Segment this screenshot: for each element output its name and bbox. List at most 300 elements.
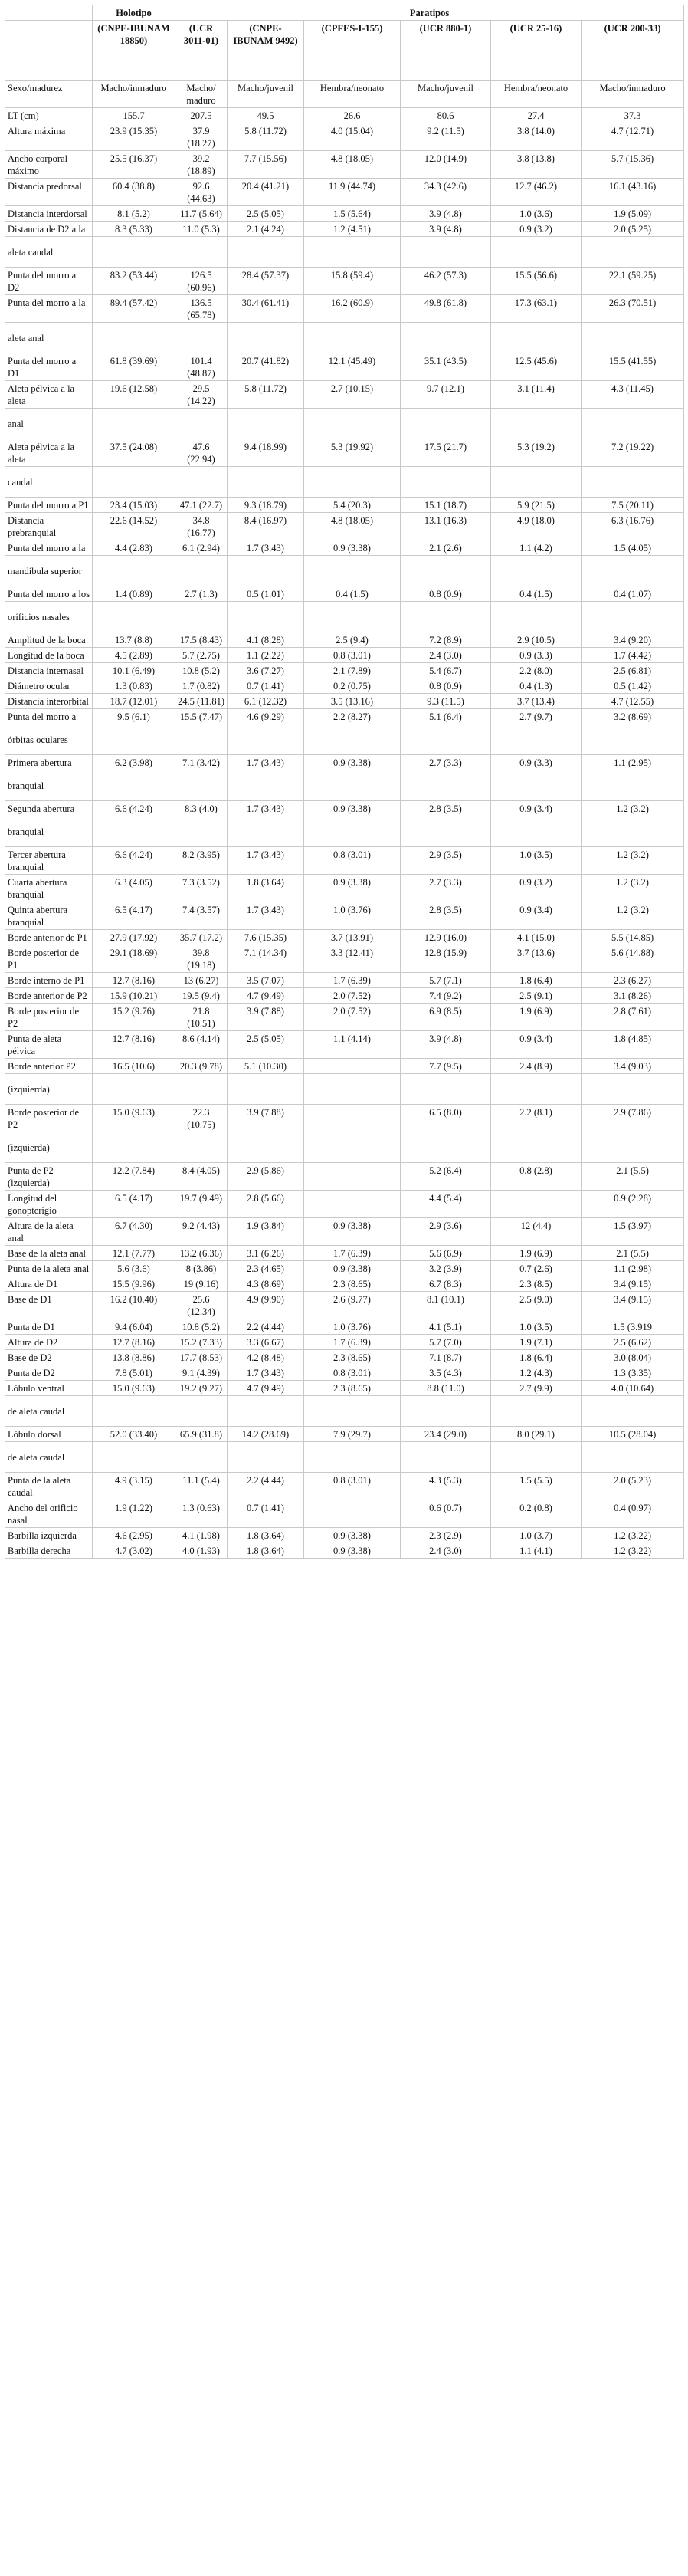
value-cell: 3.2 (8.69) xyxy=(582,709,684,724)
row-label: LT (cm) xyxy=(5,108,93,123)
row-label: Aleta pélvica a la aleta xyxy=(5,439,93,467)
value-cell: 0.4 (1.3) xyxy=(491,678,582,694)
value-cell: 5.7 (15.36) xyxy=(582,151,684,179)
value-cell: 9.7 (12.1) xyxy=(401,381,491,409)
value-cell: 2.9 (10.5) xyxy=(491,632,582,648)
value-cell: 1.7 (3.43) xyxy=(228,1365,304,1381)
value-cell: 5.2 (6.4) xyxy=(401,1163,491,1191)
value-cell: 10.8 (5.2) xyxy=(175,1319,228,1335)
row-label: Ancho del orificio nasal xyxy=(5,1500,93,1528)
value-cell: 46.2 (57.3) xyxy=(401,268,491,295)
table-row-continuation xyxy=(5,1396,684,1427)
value-cell: 7.2 (19.22) xyxy=(582,439,684,467)
table-row xyxy=(5,123,684,151)
row-label: Punta del morro a xyxy=(5,709,93,724)
value-cell: 0.7 (2.6) xyxy=(491,1261,582,1276)
specimen-header: (CPFES-I-155) xyxy=(304,21,401,80)
value-cell: 11.0 (5.3) xyxy=(175,222,228,237)
value-cell: 4.1 (15.0) xyxy=(491,930,582,945)
value-cell: 4.7 (12.55) xyxy=(582,694,684,709)
value-cell: 3.9 (7.88) xyxy=(228,1105,304,1132)
value-cell: 49.5 xyxy=(228,108,304,123)
value-cell: 1.8 (3.64) xyxy=(228,1528,304,1543)
table-row xyxy=(5,1163,684,1191)
empty-cell xyxy=(228,1074,304,1105)
value-cell: 9.4 (6.04) xyxy=(93,1319,175,1335)
table-row-continuation xyxy=(5,724,684,755)
value-cell: 1.2 (3.22) xyxy=(582,1543,684,1559)
row-label-continuation: anal xyxy=(5,409,93,439)
table-row xyxy=(5,709,684,724)
value-cell: 8.4 (16.97) xyxy=(228,513,304,540)
row-label: Altura de D2 xyxy=(5,1335,93,1350)
value-cell xyxy=(304,1163,401,1191)
value-cell: 3.3 (12.41) xyxy=(304,945,401,973)
value-cell: 15.0 (9.63) xyxy=(93,1381,175,1396)
row-label-continuation: mandíbula superior xyxy=(5,556,93,586)
value-cell: 7.1 (14.34) xyxy=(228,945,304,973)
row-label: Barbilla izquierda xyxy=(5,1528,93,1543)
empty-cell xyxy=(175,816,228,847)
value-cell: 1.9 (3.84) xyxy=(228,1218,304,1246)
table-row xyxy=(5,930,684,945)
empty-cell xyxy=(93,724,175,755)
table-row-continuation xyxy=(5,467,684,498)
value-cell: 13.2 (6.36) xyxy=(175,1246,228,1261)
value-cell: 1.2 (3.2) xyxy=(582,801,684,816)
value-cell: 9.5 (6.1) xyxy=(93,709,175,724)
value-cell: 1.8 (3.64) xyxy=(228,875,304,902)
empty-cell xyxy=(401,1396,491,1427)
value-cell: 92.6 (44.63) xyxy=(175,179,228,206)
value-cell: 0.9 (3.38) xyxy=(304,875,401,902)
value-cell: 3.4 (9.15) xyxy=(582,1276,684,1292)
value-cell: 0.9 (3.3) xyxy=(491,755,582,770)
value-cell: 2.5 (5.05) xyxy=(228,206,304,222)
value-cell: 1.0 (3.76) xyxy=(304,1319,401,1335)
value-cell: 5.4 (6.7) xyxy=(401,663,491,678)
empty-cell xyxy=(582,1132,684,1163)
value-cell: 3.2 (3.9) xyxy=(401,1261,491,1276)
value-cell: 12.9 (16.0) xyxy=(401,930,491,945)
value-cell: 2.8 (7.61) xyxy=(582,1004,684,1031)
row-label: Distancia de D2 a la xyxy=(5,222,93,237)
value-cell: 10.1 (6.49) xyxy=(93,663,175,678)
value-cell: 3.4 (9.20) xyxy=(582,632,684,648)
value-cell: 5.6 (6.9) xyxy=(401,1246,491,1261)
value-cell: 3.1 (6.26) xyxy=(228,1246,304,1261)
empty-cell xyxy=(491,770,582,801)
empty-cell xyxy=(175,467,228,498)
value-cell: 1.7 (3.43) xyxy=(228,755,304,770)
value-cell: 2.7 (10.15) xyxy=(304,381,401,409)
value-cell: 1.1 (2.95) xyxy=(582,755,684,770)
empty-cell xyxy=(175,770,228,801)
empty-cell xyxy=(304,1132,401,1163)
row-label: Punta de P2 (izquierda) xyxy=(5,1163,93,1191)
value-cell: 12 (4.4) xyxy=(491,1218,582,1246)
value-cell: 2.7 (9.7) xyxy=(491,709,582,724)
specimen-header: (CNPE-IBUNAM 9492) xyxy=(228,21,304,80)
value-cell: Macho/ maduro xyxy=(175,80,228,108)
value-cell: 2.5 (9.1) xyxy=(491,988,582,1004)
row-label: Lóbulo ventral xyxy=(5,1381,93,1396)
value-cell: 1.8 (6.4) xyxy=(491,973,582,988)
row-label: Punta de D2 xyxy=(5,1365,93,1381)
value-cell: 1.2 (4.3) xyxy=(491,1365,582,1381)
empty-cell xyxy=(228,1132,304,1163)
value-cell: 1.1 (4.14) xyxy=(304,1031,401,1059)
row-label: Distancia prebranquial xyxy=(5,513,93,540)
value-cell: 2.8 (5.66) xyxy=(228,1191,304,1218)
value-cell: 14.2 (28.69) xyxy=(228,1427,304,1442)
value-cell: 0.9 (3.38) xyxy=(304,1261,401,1276)
table-row-continuation xyxy=(5,556,684,586)
empty-cell xyxy=(582,1442,684,1473)
specimen-header-row xyxy=(5,21,684,80)
empty-cell xyxy=(304,1396,401,1427)
value-cell: 6.7 (8.3) xyxy=(401,1276,491,1292)
empty-cell xyxy=(401,1074,491,1105)
value-cell: 23.4 (15.03) xyxy=(93,498,175,513)
value-cell: 37.5 (24.08) xyxy=(93,439,175,467)
value-cell: 6.9 (8.5) xyxy=(401,1004,491,1031)
value-cell: 1.0 (3.5) xyxy=(491,847,582,875)
empty-cell xyxy=(582,323,684,353)
row-label: Punta de la aleta anal xyxy=(5,1261,93,1276)
value-cell: 2.7 (3.3) xyxy=(401,875,491,902)
value-cell: 4.8 (18.05) xyxy=(304,513,401,540)
value-cell: 0.8 (3.01) xyxy=(304,847,401,875)
value-cell: 3.8 (14.0) xyxy=(491,123,582,151)
value-cell: 83.2 (53.44) xyxy=(93,268,175,295)
value-cell: 0.6 (0.7) xyxy=(401,1500,491,1528)
value-cell: 4.7 (9.49) xyxy=(228,1381,304,1396)
value-cell: 2.9 (3.5) xyxy=(401,847,491,875)
empty-cell xyxy=(304,237,401,268)
empty-cell xyxy=(401,770,491,801)
table-row-continuation xyxy=(5,323,684,353)
value-cell: 15.2 (7.33) xyxy=(175,1335,228,1350)
table-row-continuation xyxy=(5,1442,684,1473)
table-row xyxy=(5,108,684,123)
table-row xyxy=(5,1276,684,1292)
empty-cell xyxy=(582,1074,684,1105)
empty-cell xyxy=(228,1396,304,1427)
value-cell: Hembra/neonato xyxy=(304,80,401,108)
value-cell xyxy=(304,1059,401,1074)
value-cell: 1.8 (6.4) xyxy=(491,1350,582,1365)
table-row-continuation xyxy=(5,409,684,439)
value-cell: 6.6 (4.24) xyxy=(93,847,175,875)
value-cell: 2.5 (9.4) xyxy=(304,632,401,648)
row-label: Base de D1 xyxy=(5,1292,93,1319)
value-cell: 0.8 (0.9) xyxy=(401,678,491,694)
row-label-continuation: (izquierda) xyxy=(5,1074,93,1105)
value-cell: 4.0 (1.93) xyxy=(175,1543,228,1559)
value-cell: 2.7 (1.3) xyxy=(175,586,228,602)
row-label-continuation: caudal xyxy=(5,467,93,498)
specimen-header: (CNPE-IBUNAM 18850) xyxy=(93,21,175,80)
empty-cell xyxy=(491,816,582,847)
value-cell: 4.4 (2.83) xyxy=(93,540,175,556)
value-cell: 1.2 (4.51) xyxy=(304,222,401,237)
table-row xyxy=(5,1292,684,1319)
value-cell: 1.2 (3.2) xyxy=(582,847,684,875)
value-cell: 2.9 (3.6) xyxy=(401,1218,491,1246)
value-cell: 8.8 (11.0) xyxy=(401,1381,491,1396)
table-row-continuation xyxy=(5,602,684,632)
value-cell: 1.1 (4.2) xyxy=(491,540,582,556)
value-cell: 6.5 (4.17) xyxy=(93,902,175,930)
value-cell: 15.2 (9.76) xyxy=(93,1004,175,1031)
value-cell: 1.9 (1.22) xyxy=(93,1500,175,1528)
value-cell: 5.3 (19.2) xyxy=(491,439,582,467)
empty-cell xyxy=(93,409,175,439)
empty-cell xyxy=(175,323,228,353)
empty-cell xyxy=(491,467,582,498)
table-row xyxy=(5,1350,684,1365)
value-cell: 39.2 (18.89) xyxy=(175,151,228,179)
value-cell: 0.9 (3.3) xyxy=(491,648,582,663)
table-row xyxy=(5,381,684,409)
value-cell: 4.3 (11.45) xyxy=(582,381,684,409)
table-row xyxy=(5,694,684,709)
value-cell: 0.9 (2.28) xyxy=(582,1191,684,1218)
value-cell: 4.1 (1.98) xyxy=(175,1528,228,1543)
value-cell: 2.3 (8.5) xyxy=(491,1276,582,1292)
value-cell: 2.1 (5.5) xyxy=(582,1246,684,1261)
value-cell: 2.5 (6.81) xyxy=(582,663,684,678)
table-row xyxy=(5,1365,684,1381)
table-row xyxy=(5,179,684,206)
value-cell: 15.5 (56.6) xyxy=(491,268,582,295)
value-cell: 5.6 (14.88) xyxy=(582,945,684,973)
value-cell: 15.8 (59.4) xyxy=(304,268,401,295)
value-cell: 22.3 (10.75) xyxy=(175,1105,228,1132)
table-row xyxy=(5,1319,684,1335)
value-cell: 1.7 (6.39) xyxy=(304,1246,401,1261)
value-cell: 12.5 (45.6) xyxy=(491,353,582,381)
value-cell: 0.8 (0.9) xyxy=(401,586,491,602)
empty-cell xyxy=(582,237,684,268)
value-cell: 20.4 (41.21) xyxy=(228,179,304,206)
value-cell: 2.0 (7.52) xyxy=(304,988,401,1004)
row-label: Punta del morro a la xyxy=(5,295,93,323)
empty-cell xyxy=(304,467,401,498)
empty-cell xyxy=(93,237,175,268)
row-label: Distancia interdorsal xyxy=(5,206,93,222)
value-cell: 2.3 (8.65) xyxy=(304,1381,401,1396)
value-cell: 8 (3.86) xyxy=(175,1261,228,1276)
value-cell: 0.4 (1.5) xyxy=(491,586,582,602)
value-cell: 3.5 (7.07) xyxy=(228,973,304,988)
value-cell: 3.7 (13.6) xyxy=(491,945,582,973)
value-cell: 12.7 (8.16) xyxy=(93,1031,175,1059)
value-cell: Macho/juvenil xyxy=(228,80,304,108)
value-cell: 26.6 xyxy=(304,108,401,123)
empty-cell xyxy=(93,602,175,632)
value-cell: Macho/inmaduro xyxy=(582,80,684,108)
empty-cell xyxy=(304,770,401,801)
value-cell: 27.4 xyxy=(491,108,582,123)
empty-cell xyxy=(582,816,684,847)
value-cell: 7.4 (3.57) xyxy=(175,902,228,930)
value-cell: 89.4 (57.42) xyxy=(93,295,175,323)
table-row xyxy=(5,1543,684,1559)
value-cell: 39.8 (19.18) xyxy=(175,945,228,973)
value-cell: 4.7 (9.49) xyxy=(228,988,304,1004)
value-cell: 37.3 xyxy=(582,108,684,123)
empty-cell xyxy=(228,602,304,632)
morphometrics-table xyxy=(5,5,684,1559)
value-cell: Macho/inmaduro xyxy=(93,80,175,108)
row-label: Altura de D1 xyxy=(5,1276,93,1292)
value-cell: 1.2 (3.2) xyxy=(582,875,684,902)
empty-cell xyxy=(491,323,582,353)
value-cell: 1.8 (4.85) xyxy=(582,1031,684,1059)
specimen-header: (UCR 3011-01) xyxy=(175,21,228,80)
value-cell: 5.1 (6.4) xyxy=(401,709,491,724)
row-label-continuation: branquial xyxy=(5,816,93,847)
value-cell: 4.6 (9.29) xyxy=(228,709,304,724)
empty-cell xyxy=(93,1396,175,1427)
table-row xyxy=(5,1261,684,1276)
value-cell: 2.3 (6.27) xyxy=(582,973,684,988)
table-row xyxy=(5,353,684,381)
empty-cell xyxy=(175,556,228,586)
row-label: Borde anterior P2 xyxy=(5,1059,93,1074)
value-cell: 3.1 (11.4) xyxy=(491,381,582,409)
row-label: Punta de la aleta caudal xyxy=(5,1473,93,1500)
row-label: Punta del morro a D1 xyxy=(5,353,93,381)
value-cell: 16.5 (10.6) xyxy=(93,1059,175,1074)
empty-cell xyxy=(304,323,401,353)
value-cell: 47.6 (22.94) xyxy=(175,439,228,467)
empty-cell xyxy=(93,770,175,801)
value-cell: 4.9 (9.90) xyxy=(228,1292,304,1319)
table-row xyxy=(5,1246,684,1261)
value-cell: 12.1 (7.77) xyxy=(93,1246,175,1261)
value-cell: 13.1 (16.3) xyxy=(401,513,491,540)
value-cell: 5.8 (11.72) xyxy=(228,381,304,409)
value-cell: 155.7 xyxy=(93,108,175,123)
row-label: Punta del morro a los xyxy=(5,586,93,602)
value-cell: 1.9 (7.1) xyxy=(491,1335,582,1350)
value-cell: 60.4 (38.8) xyxy=(93,179,175,206)
value-cell: 4.1 (5.1) xyxy=(401,1319,491,1335)
empty-cell xyxy=(93,1074,175,1105)
value-cell: 8.4 (4.05) xyxy=(175,1163,228,1191)
value-cell: 2.9 (5.86) xyxy=(228,1163,304,1191)
value-cell: 2.2 (8.27) xyxy=(304,709,401,724)
value-cell: 7.2 (8.9) xyxy=(401,632,491,648)
row-label: Altura máxima xyxy=(5,123,93,151)
value-cell: 52.0 (33.40) xyxy=(93,1427,175,1442)
empty-cell xyxy=(175,1074,228,1105)
value-cell: 22.1 (59.25) xyxy=(582,268,684,295)
empty-cell xyxy=(401,602,491,632)
value-cell: 1.7 (6.39) xyxy=(304,973,401,988)
empty-cell xyxy=(582,409,684,439)
empty-cell xyxy=(582,724,684,755)
value-cell: 20.7 (41.82) xyxy=(228,353,304,381)
empty-cell xyxy=(582,770,684,801)
value-cell: 3.3 (6.67) xyxy=(228,1335,304,1350)
empty-cell xyxy=(491,602,582,632)
table-row xyxy=(5,1218,684,1246)
specimen-header: (UCR 25-16) xyxy=(491,21,582,80)
empty-cell xyxy=(582,1396,684,1427)
value-cell: 7.4 (9.2) xyxy=(401,988,491,1004)
value-cell: 3.7 (13.4) xyxy=(491,694,582,709)
empty-cell xyxy=(582,602,684,632)
value-cell: 2.8 (3.5) xyxy=(401,902,491,930)
empty-cell xyxy=(175,1396,228,1427)
value-cell: 2.0 (5.23) xyxy=(582,1473,684,1500)
table-row xyxy=(5,268,684,295)
value-cell: 65.9 (31.8) xyxy=(175,1427,228,1442)
value-cell: 29.5 (14.22) xyxy=(175,381,228,409)
row-label: Punta del morro a la xyxy=(5,540,93,556)
value-cell: 0.2 (0.75) xyxy=(304,678,401,694)
value-cell: 1.7 (3.43) xyxy=(228,902,304,930)
empty-cell xyxy=(93,323,175,353)
value-cell: 5.9 (21.5) xyxy=(491,498,582,513)
value-cell: 2.3 (2.9) xyxy=(401,1528,491,1543)
value-cell: 0.8 (3.01) xyxy=(304,648,401,663)
table-body xyxy=(5,80,684,1559)
value-cell: 10.8 (5.2) xyxy=(175,663,228,678)
table-row xyxy=(5,648,684,663)
value-cell: 17.5 (8.43) xyxy=(175,632,228,648)
value-cell: 1.0 (3.5) xyxy=(491,1319,582,1335)
table-row xyxy=(5,1500,684,1528)
header-group-row xyxy=(5,5,684,21)
value-cell: 1.5 (5.64) xyxy=(304,206,401,222)
value-cell: 5.7 (7.1) xyxy=(401,973,491,988)
empty-cell xyxy=(491,556,582,586)
value-cell: 3.9 (7.88) xyxy=(228,1004,304,1031)
table-row xyxy=(5,1191,684,1218)
table-row xyxy=(5,875,684,902)
empty-cell xyxy=(304,1442,401,1473)
value-cell: 27.9 (17.92) xyxy=(93,930,175,945)
value-cell: 19.6 (12.58) xyxy=(93,381,175,409)
value-cell: 35.1 (43.5) xyxy=(401,353,491,381)
value-cell: 8.1 (5.2) xyxy=(93,206,175,222)
value-cell: 6.2 (3.98) xyxy=(93,755,175,770)
table-row xyxy=(5,1528,684,1543)
value-cell: 5.4 (20.3) xyxy=(304,498,401,513)
empty-cell xyxy=(175,409,228,439)
empty-cell xyxy=(401,724,491,755)
empty-cell xyxy=(304,816,401,847)
row-label: Borde posterior de P1 xyxy=(5,945,93,973)
value-cell: 49.8 (61.8) xyxy=(401,295,491,323)
value-cell: 4.5 (2.89) xyxy=(93,648,175,663)
value-cell: 0.9 (3.38) xyxy=(304,801,401,816)
value-cell: 30.4 (61.41) xyxy=(228,295,304,323)
row-label: Borde posterior de P2 xyxy=(5,1004,93,1031)
value-cell: 25.5 (16.37) xyxy=(93,151,175,179)
row-label: Longitud de la boca xyxy=(5,648,93,663)
value-cell: 1.7 (3.43) xyxy=(228,540,304,556)
row-label: Punta del morro a D2 xyxy=(5,268,93,295)
value-cell: 4.3 (8.69) xyxy=(228,1276,304,1292)
value-cell: 4.2 (8.48) xyxy=(228,1350,304,1365)
empty-cell xyxy=(175,602,228,632)
